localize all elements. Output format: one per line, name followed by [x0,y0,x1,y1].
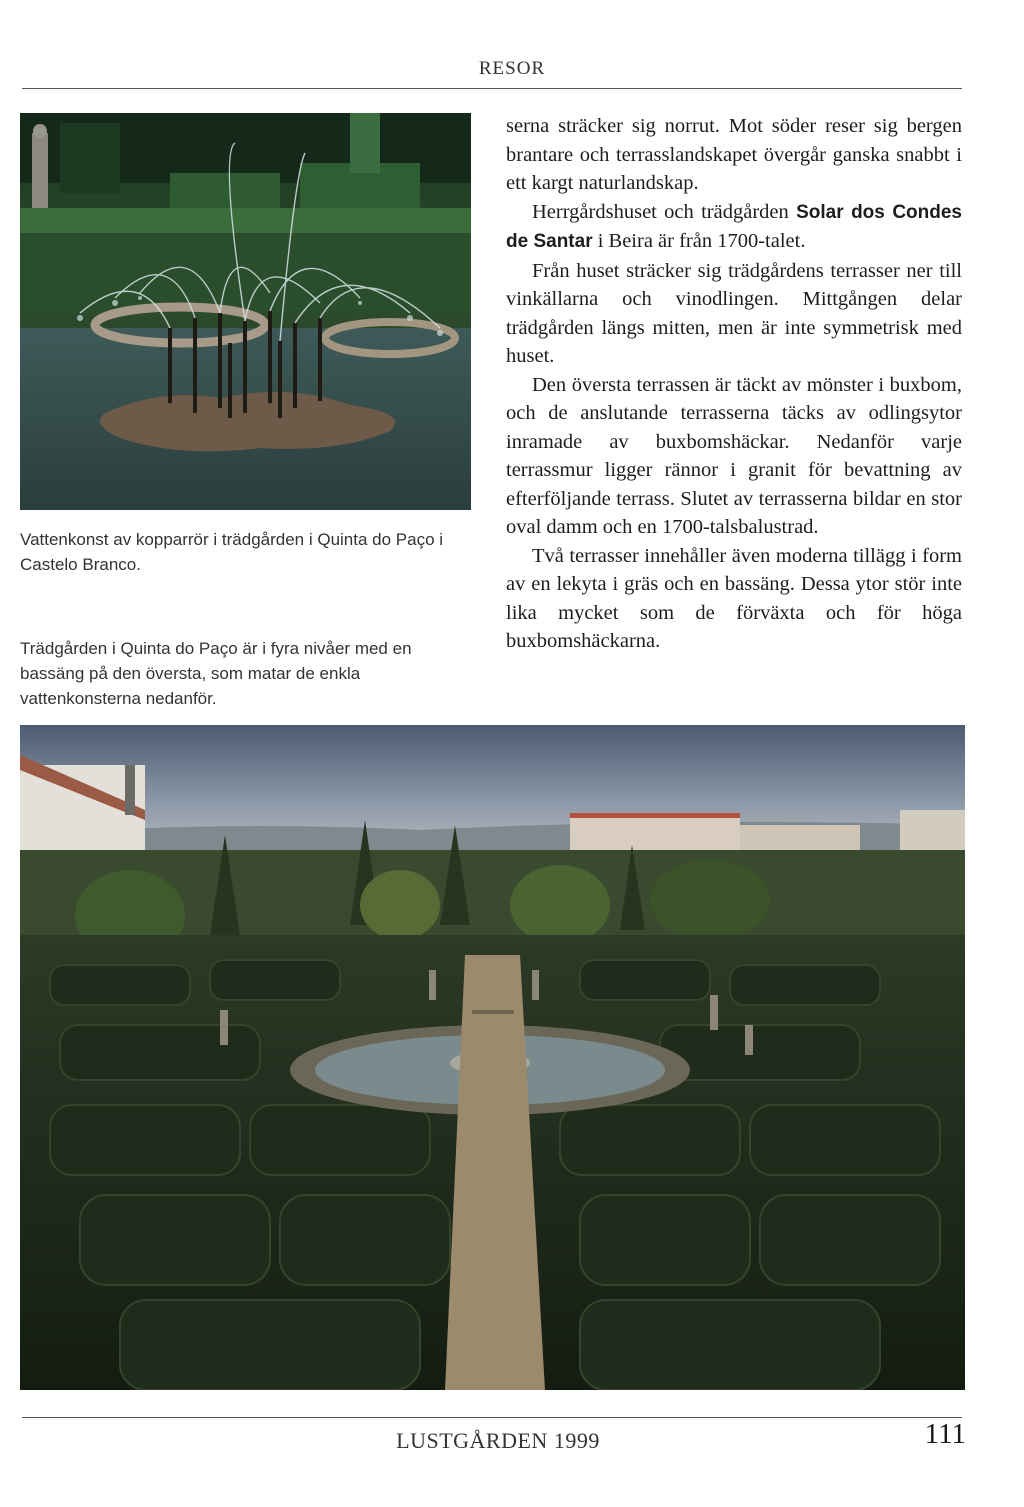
paragraph-3: Från huset sträcker sig trädgårdens terrasser ner till vinkällarna och vinodlingen. Mittgången delar trädgården längs mitten, men är inte symmetrisk med huset. [506,259,962,367]
garden-photo [20,725,965,1390]
photo-caption-2: Trädgården i Quinta do Paço är i fyra nivåer med en bassäng på den översta, som matar de enkla vattenkonsterna nedanför. [20,639,412,708]
page-number: 111 [924,1418,966,1450]
fountain-photo [20,113,471,510]
estate-name: Solar dos Condes de Santar [506,201,962,252]
publication-title: LUSTGÅRDEN 1999 [396,1428,600,1453]
photo-caption-1: Vattenkonst av kopparrör i trädgården i Quinta do Paço i Castelo Branco. [20,530,444,574]
paragraph-2-text-a: Herrgårdshuset och trädgården [532,200,797,223]
paragraph-2-text-b: i Beira är från 1700-talet. [592,230,806,252]
article-body [506,112,962,656]
section-header: RESOR [478,58,546,79]
paragraph-2 [506,198,962,257]
header-rule [22,88,962,89]
paragraph-4: Den översta terrassen är täckt av mönster i buxbom, och de anslutande terrasserna täcks av odlingsytor inramade av buxbomshäckar. Nedanför varje terrassmur ligger rännor i granit för bevattning av efterföljande terrass. Slutet av terrasserna bildar en stor oval damm och en 1700-talsbalustrad. [506,373,962,538]
footer-rule [22,1417,962,1418]
paragraph-5: Två terrasser innehåller även moderna tillägg i form av en lekyta i gräs och en bassäng. Dessa ytor stör inte lika mycket som de förväxta och för höga buxbomshäckarna. [506,544,962,652]
paragraph-1: serna sträcker sig norrut. Mot söder reser sig bergen brantare och terrasslandskapet övergår ganska snabbt i ett kargt naturlandskap. [506,115,962,194]
